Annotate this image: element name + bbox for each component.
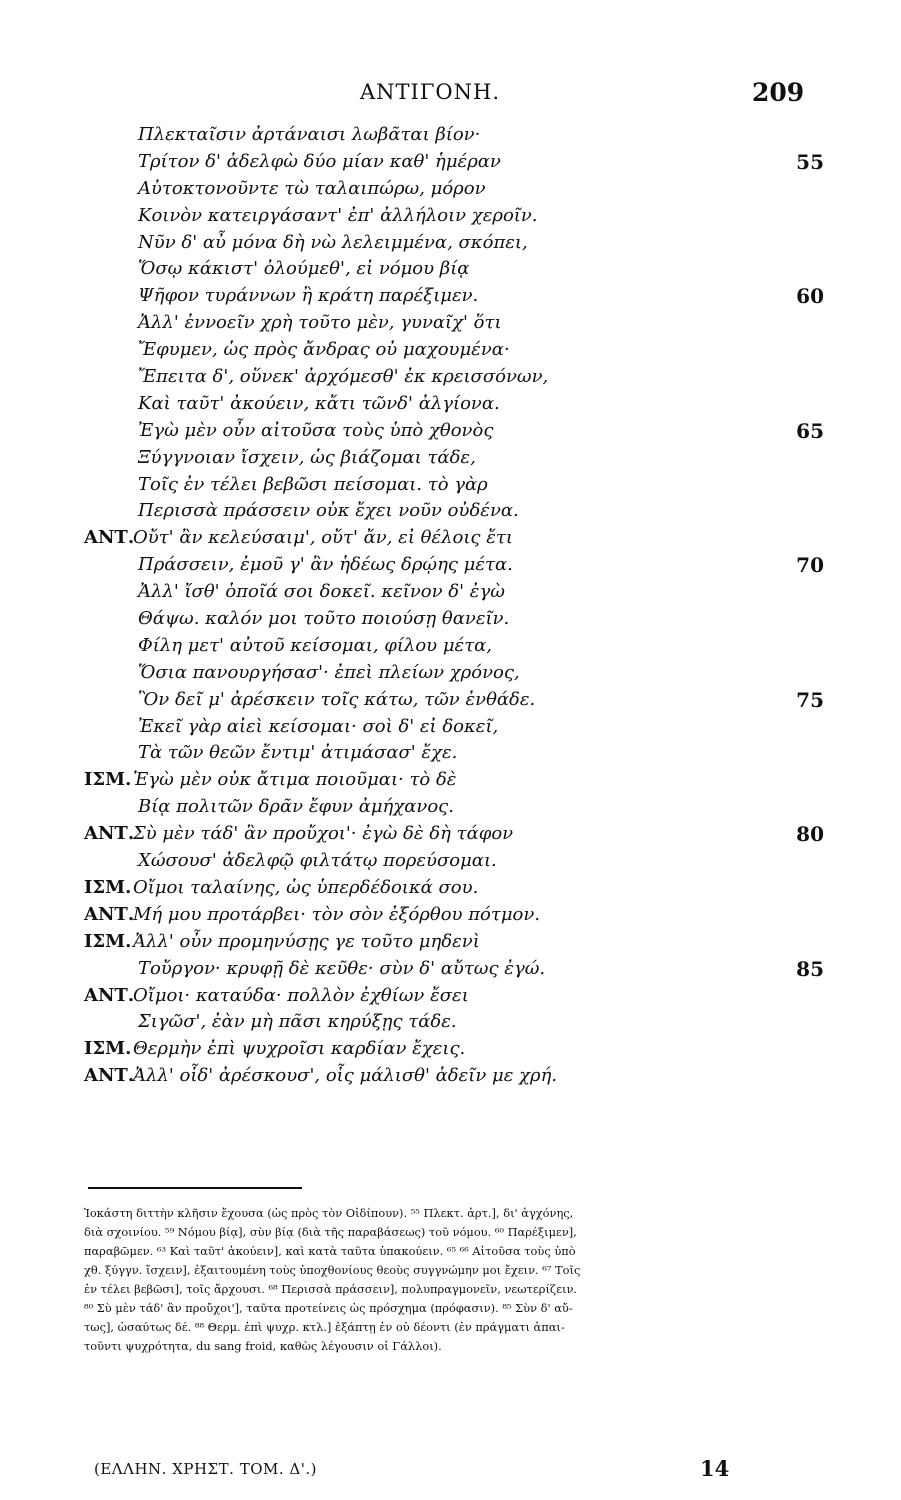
line-number: 55 xyxy=(796,149,824,174)
verse-text: Τὰ τῶν θεῶν ἔντιμ' ἀτιμάσασ' ἔχε. xyxy=(138,742,458,764)
verse-line xyxy=(0,956,901,983)
verse-text: Οὔτ' ἂν κελεύσαιμ', οὔτ' ἄν, εἰ θέλοις ἔτι xyxy=(133,527,513,549)
speaker-label: ΑΝΤ. xyxy=(84,823,135,845)
verse-text: Ξύγγνοιαν ἴσχειν, ὡς βιάζομαι τάδε, xyxy=(138,446,476,468)
verse-text: Θερμὴν ἐπὶ ψυχροῖσι καρδίαν ἔχεις. xyxy=(133,1038,466,1060)
verse-line xyxy=(0,1036,901,1063)
line-number: 65 xyxy=(796,418,824,443)
footnote-line: ἐν τέλει βεβῶσι], τοῖς ἄρχουσι. ⁶⁸ Περισσὰ πράσσειν], πολυπραγμονεῖν, νεωτερίζειν. xyxy=(84,1282,578,1296)
line-number: 75 xyxy=(796,687,824,712)
verse-line xyxy=(0,902,901,929)
verse-text: Ἐκεῖ γὰρ αἰεὶ κείσομαι· σοὶ δ' εἰ δοκεῖ, xyxy=(138,715,499,737)
verse-text: Χώσουσ' ἀδελφῷ φιλτάτῳ πορεύσομαι. xyxy=(138,850,497,872)
line-number: 80 xyxy=(796,822,824,847)
speaker-label: ΙΣΜ. xyxy=(84,1038,132,1060)
page-number: 209 xyxy=(752,78,805,107)
verse-text: Σιγῶσ', ἐὰν μὴ πᾶσι κηρύξῃς τάδε. xyxy=(138,1011,457,1033)
running-title: ΑΝΤΙΓΟΝΗ. xyxy=(360,80,500,104)
line-number: 85 xyxy=(796,956,824,981)
verse-text: Ὅσια πανουργήσασ'· ἐπεὶ πλείων χρόνος, xyxy=(138,661,520,683)
verse-text: Τρίτον δ' ἀδελφὼ δύο μίαν καθ' ἡμέραν xyxy=(138,150,501,172)
verse-line xyxy=(0,337,901,364)
line-number: 70 xyxy=(796,553,824,578)
verse-line xyxy=(0,418,901,445)
verse-text: Θάψω. καλόν μοι τοῦτο ποιούσῃ θανεῖν. xyxy=(138,608,510,630)
verse-line xyxy=(0,525,901,552)
verse-line xyxy=(0,606,901,633)
verse-line xyxy=(0,740,901,767)
verse-line xyxy=(0,445,901,472)
speaker-label: ΙΣΜ. xyxy=(84,769,132,791)
verse-text: Αὐτοκτονοῦντε τὼ ταλαιπώρω, μόρον xyxy=(138,177,486,199)
verse-text: Πλεκταῖσιν ἀρτάναισι λωβᾶται βίον· xyxy=(138,124,481,145)
verse-text: Οἴμοι· καταύδα· πολλὸν ἐχθίων ἔσει xyxy=(133,984,469,1006)
verse-text: Περισσὰ πράσσειν οὐκ ἔχει νοῦν οὐδένα. xyxy=(138,500,519,522)
verse-line xyxy=(0,929,901,956)
verse-block xyxy=(0,122,901,1090)
verse-text: Ἔφυμεν, ὡς πρὸς ἄνδρας οὐ μαχουμένα· xyxy=(138,339,510,361)
speaker-label: ΑΝΤ. xyxy=(84,903,135,925)
verse-text: Φίλη μετ' αὐτοῦ κείσομαι, φίλου μέτα, xyxy=(138,634,493,656)
verse-line xyxy=(0,687,901,714)
verse-text: Ἀλλ' οἶδ' ἀρέσκουσ', οἷς μάλισθ' ἁδεῖν με χρή. xyxy=(133,1065,558,1087)
verse-line xyxy=(0,230,901,257)
verse-text: Ἔπειτα δ', οὕνεκ' ἀρχόμεσθ' ἐκ κρεισσόνων, xyxy=(138,366,549,388)
verse-line xyxy=(0,256,901,283)
verse-text: Μή μου προτάρβει· τὸν σὸν ἐξόρθου πότμον. xyxy=(133,903,541,925)
verse-line xyxy=(0,310,901,337)
footnotes xyxy=(84,1204,814,1356)
verse-text: Ἐγὼ μὲν οὐκ ἄτιμα ποιοῦμαι· τὸ δὲ xyxy=(133,769,457,791)
footnote-line: τως], ὡσαύτως δέ. ⁸⁸ Θερμ. ἐπὶ ψυχρ. κτλ.] ἐξάπτῃ ἐν οὐ δέοντι (ἐν πράγματι ἀπαι- xyxy=(84,1320,565,1334)
verse-line xyxy=(0,714,901,741)
verse-line xyxy=(0,660,901,687)
verse-line xyxy=(0,1009,901,1036)
verse-text: Νῦν δ' αὖ μόνα δὴ νὼ λελειμμένα, σκόπει, xyxy=(138,231,528,253)
verse-line xyxy=(0,149,901,176)
verse-text: Πράσσειν, ἐμοῦ γ' ἂν ἡδέως δρῴης μέτα. xyxy=(138,554,513,576)
verse-line xyxy=(0,176,901,203)
footnote-line: ⁸⁰ Σὺ μὲν τάδ' ἂν προὔχοι'], ταῦτα προτείνεις ὡς πρόσχημα (πρόφασιν). ⁸⁵ Σὺν δ' αὔ- xyxy=(84,1301,573,1315)
verse-line xyxy=(0,391,901,418)
speaker-label: ΑΝΤ. xyxy=(84,527,135,549)
verse-line xyxy=(0,633,901,660)
verse-text: Ἀλλ' οὖν προμηνύσῃς γε τοῦτο μηδενὶ xyxy=(133,930,480,952)
footnote-line: διὰ σχοινίου. ⁵⁹ Νόμου βίᾳ], σὺν βίᾳ (διὰ τῆς παραβάσεως) τοῦ νόμου. ⁶⁰ Παρέξιμεν], xyxy=(84,1225,577,1239)
speaker-label: ΙΣΜ. xyxy=(84,876,132,898)
sheet-number: 14 xyxy=(700,1456,730,1481)
footnote-line: τοῦντι ψυχρότητα, du sang froid, καθὼς λέγουσιν οἱ Γάλλοι). xyxy=(84,1339,442,1353)
verse-line xyxy=(0,794,901,821)
speaker-label: ΑΝΤ. xyxy=(84,984,135,1006)
page-footer xyxy=(0,1456,901,1486)
verse-line xyxy=(0,122,901,149)
verse-text: Τοῖς ἐν τέλει βεβῶσι πείσομαι. τὸ γὰρ xyxy=(138,473,488,495)
verse-text: Καὶ ταῦτ' ἀκούειν, κἄτι τῶνδ' ἀλγίονα. xyxy=(138,392,500,414)
verse-text: Ὅσῳ κάκιστ' ὀλούμεθ', εἰ νόμου βίᾳ xyxy=(138,258,470,280)
footnote-line: παραβῶμεν. ⁶³ Καὶ ταῦτ' ἀκούειν], καὶ κατὰ ταῦτα ὑπακούειν. ⁶⁵ ⁶⁶ Αἰτοῦσα τοὺς ὑπὸ xyxy=(84,1244,576,1258)
running-head xyxy=(0,78,901,112)
verse-text: Ὃν δεῖ μ' ἀρέσκειν τοῖς κάτω, τῶν ἐνθάδε. xyxy=(138,688,536,710)
verse-line xyxy=(0,364,901,391)
verse-line xyxy=(0,498,901,525)
verse-line xyxy=(0,848,901,875)
verse-line xyxy=(0,821,901,848)
verse-text: Τοὔργον· κρυφῇ δὲ κεῦθε· σὺν δ' αὔτως ἐγώ. xyxy=(138,957,546,979)
verse-line xyxy=(0,875,901,902)
verse-line xyxy=(0,579,901,606)
verse-text: Ἀλλ' ἴσθ' ὁποῖά σοι δοκεῖ. κεῖνον δ' ἐγὼ xyxy=(138,581,505,603)
verse-text: Κοινὸν κατειργάσαντ' ἐπ' ἀλλήλοιν χεροῖν. xyxy=(138,204,538,226)
verse-line xyxy=(0,552,901,579)
verse-line xyxy=(0,767,901,794)
footnote-line: χθ. ξύγγν. ἴσχειν], ἐξαιτουμένη τοὺς ὑποχθονίους θεοὺς συγγνώμην μοι ἔχειν. ⁶⁷ Τοῖς xyxy=(84,1263,581,1277)
verse-text: Ἀλλ' ἐννοεῖν χρὴ τοῦτο μὲν, γυναῖχ' ὅτι xyxy=(138,312,502,334)
printer-signature: (ΕΛΛΗΝ. ΧΡΗΣΤ. ΤΟΜ. Δ'.) xyxy=(94,1460,317,1478)
verse-text: Σὺ μὲν τάδ' ἂν προὔχοι'· ἐγὼ δὲ δὴ τάφον xyxy=(133,823,514,845)
verse-line xyxy=(0,283,901,310)
speaker-label: ΑΝΤ. xyxy=(84,1065,135,1087)
verse-line xyxy=(0,983,901,1010)
verse-text: Βίᾳ πολιτῶν δρᾶν ἔφυν ἀμήχανος. xyxy=(138,796,454,818)
footnote-rule xyxy=(88,1187,302,1189)
verse-line xyxy=(0,472,901,499)
verse-text: Οἴμοι ταλαίνης, ὡς ὑπερδέδοικά σου. xyxy=(133,876,479,898)
verse-line xyxy=(0,1063,901,1090)
line-number: 60 xyxy=(796,284,824,309)
verse-text: Ἐγὼ μὲν οὖν αἰτοῦσα τοὺς ὑπὸ χθονὸς xyxy=(138,419,494,441)
verse-line xyxy=(0,203,901,230)
speaker-label: ΙΣΜ. xyxy=(84,930,132,952)
verse-text: Ψῆφον τυράννων ἢ κράτη παρέξιμεν. xyxy=(138,285,479,307)
footnote-line: Ἰοκάστη διττὴν κλῆσιν ἔχουσα (ὡς πρὸς τὸν Οἰδίπουν). ⁵⁵ Πλεκτ. ἀρτ.], δι' ἀγχόνης, xyxy=(84,1206,574,1220)
